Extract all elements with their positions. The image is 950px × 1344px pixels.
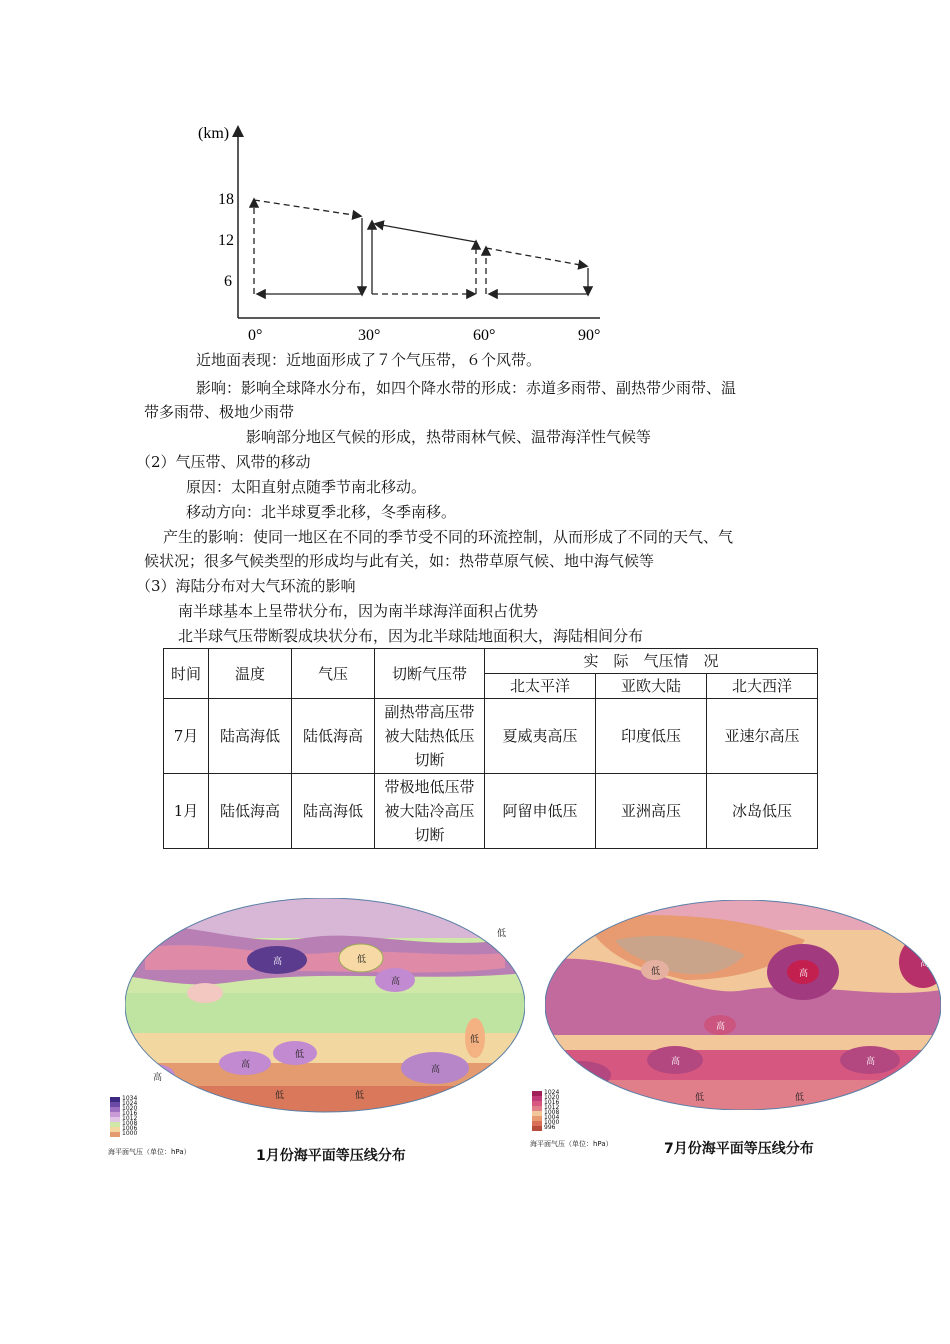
y-tick-12: 12 <box>218 232 234 249</box>
cell-pressure: 陆低海高 <box>292 699 375 774</box>
section-heading-3: （3）海陆分布对大气环流的影响 <box>136 577 356 595</box>
header-eurasia: 亚欧大陆 <box>596 674 707 699</box>
high-label: 高 <box>716 1022 726 1032</box>
header-temperature: 温度 <box>209 649 292 699</box>
surface-description: 近地面表现：近地面形成了７个气压带，６个风带。 <box>196 351 542 369</box>
cell-temperature: 陆高海低 <box>209 699 292 774</box>
cell-cut-line: 被大陆热低压 <box>384 727 475 745</box>
legend-value: 1000 <box>122 1130 138 1137</box>
low-label: 低 <box>651 967 661 977</box>
legend-value: 996 <box>544 1124 556 1131</box>
climate-impact: 影响部分地区气候的形成，热带雨林气候、温带海洋性气候等 <box>246 428 652 446</box>
january-unit-label: 海平面气压（单位：hPa） <box>108 1148 191 1156</box>
legend-value: 1024 <box>122 1100 138 1107</box>
cell-temperature: 陆低海高 <box>209 774 292 849</box>
header-north-pacific: 北太平洋 <box>485 674 596 699</box>
x-tick-30: 30° <box>358 327 381 344</box>
july-unit-label: 海平面气压（单位：hPa） <box>530 1140 613 1148</box>
legend-value: 1004 <box>544 1114 560 1121</box>
cell-time: 1月 <box>164 774 209 849</box>
cell-time: 7月 <box>164 699 209 774</box>
cell-cut-line: 切断 <box>414 826 445 844</box>
january-pressure-map <box>125 898 525 1113</box>
header-north-atlantic: 北大西洋 <box>707 674 818 699</box>
section-heading-2: （2）气压带、风带的移动 <box>136 453 311 471</box>
y-unit-label: (km) <box>198 125 230 142</box>
july-map-caption: 7月份海平面等压线分布 <box>664 1141 814 1157</box>
legend-value: 1006 <box>122 1125 138 1132</box>
cell-cut-line: 被大陆冷高压 <box>384 802 475 820</box>
high-label: 高 <box>431 1065 441 1075</box>
legend-value: 1008 <box>544 1109 560 1116</box>
high-label: 高 <box>273 957 283 967</box>
cell-cut-line: 切断 <box>414 751 445 769</box>
high-label: 高 <box>866 1057 876 1067</box>
high-label: 高 <box>391 977 401 987</box>
legend-value: 1020 <box>122 1105 138 1112</box>
cause-text: 原因：太阳直射点随季节南北移动。 <box>186 478 427 496</box>
high-label: 高 <box>799 969 809 979</box>
low-label: 低 <box>497 929 507 939</box>
legend-value: 1034 <box>122 1095 138 1102</box>
low-label: 低 <box>470 1035 480 1045</box>
legend-value: 1020 <box>544 1094 560 1101</box>
cell-north-pacific: 夏威夷高压 <box>485 699 596 774</box>
high-label: 高 <box>671 1057 681 1067</box>
low-label: 低 <box>795 1093 805 1103</box>
x-tick-60: 60° <box>473 327 496 344</box>
high-label: 高 <box>153 1073 163 1083</box>
header-cut-belt: 切断气压带 <box>375 649 485 699</box>
legend-value: 1012 <box>122 1115 138 1122</box>
july-legend <box>532 1089 560 1131</box>
legend-value: 1024 <box>544 1089 560 1096</box>
header-time: 时间 <box>164 649 209 699</box>
july-pressure-map <box>545 900 941 1110</box>
header-pressure: 气压 <box>292 649 375 699</box>
low-label: 低 <box>355 1091 365 1101</box>
cell-eurasia: 印度低压 <box>596 699 707 774</box>
cell-north-atlantic: 冰岛低压 <box>707 774 818 849</box>
low-label: 低 <box>275 1091 285 1101</box>
legend-value: 1008 <box>122 1120 138 1127</box>
cell-pressure: 陆高海低 <box>292 774 375 849</box>
table-row <box>164 774 818 849</box>
y-tick-6: 6 <box>224 273 232 290</box>
high-label: 高 <box>241 1060 251 1070</box>
southern-hemisphere-text: 南半球基本上呈带状分布，因为南半球海洋面积占优势 <box>178 602 539 620</box>
effect-line-1: 产生的影响：使同一地区在不同的季节受不同的环流控制，从而形成了不同的天气、气 <box>163 528 734 546</box>
low-label: 低 <box>295 1050 305 1060</box>
direction-text: 移动方向：北半球夏季北移，冬季南移。 <box>186 503 457 521</box>
cell-cut-belt <box>375 774 485 849</box>
impact-line-1: 影响：影响全球降水分布，如四个降水带的形成：赤道多雨带、副热带少雨带、温 <box>196 379 737 397</box>
table-row <box>164 699 818 774</box>
low-label: 低 <box>695 1093 705 1103</box>
circulation-diagram <box>190 118 610 348</box>
low-label: 低 <box>357 955 367 965</box>
northern-hemisphere-text: 北半球气压带断裂成块状分布，因为北半球陆地面积大，海陆相间分布 <box>178 627 644 645</box>
high-label: 高 <box>920 959 930 969</box>
january-map-caption: 1月份海平面等压线分布 <box>256 1148 406 1164</box>
pressure-table <box>163 648 818 849</box>
impact-line-2: 带多雨带、极地少雨带 <box>144 403 295 421</box>
cell-north-pacific: 阿留申低压 <box>485 774 596 849</box>
header-actual-pressure: 实 际 气压情 况 <box>485 649 818 674</box>
january-legend <box>110 1095 138 1137</box>
cell-eurasia: 亚洲高压 <box>596 774 707 849</box>
legend-value: 1000 <box>544 1119 560 1126</box>
cell-cut-line: 带极地低压带 <box>384 778 475 796</box>
legend-value: 1016 <box>122 1110 138 1117</box>
legend-value: 1016 <box>544 1099 560 1106</box>
y-tick-18: 18 <box>218 191 234 208</box>
x-tick-0: 0° <box>248 327 263 344</box>
cell-cut-belt <box>375 699 485 774</box>
x-tick-90: 90° <box>578 327 601 344</box>
cell-cut-line: 副热带高压带 <box>384 703 475 721</box>
high-label: 高 <box>575 1073 585 1083</box>
cell-north-atlantic: 亚速尔高压 <box>707 699 818 774</box>
legend-value: 1012 <box>544 1104 560 1111</box>
effect-line-2: 候状况；很多气候类型的形成均与此有关，如：热带草原气候、地中海气候等 <box>144 552 655 570</box>
